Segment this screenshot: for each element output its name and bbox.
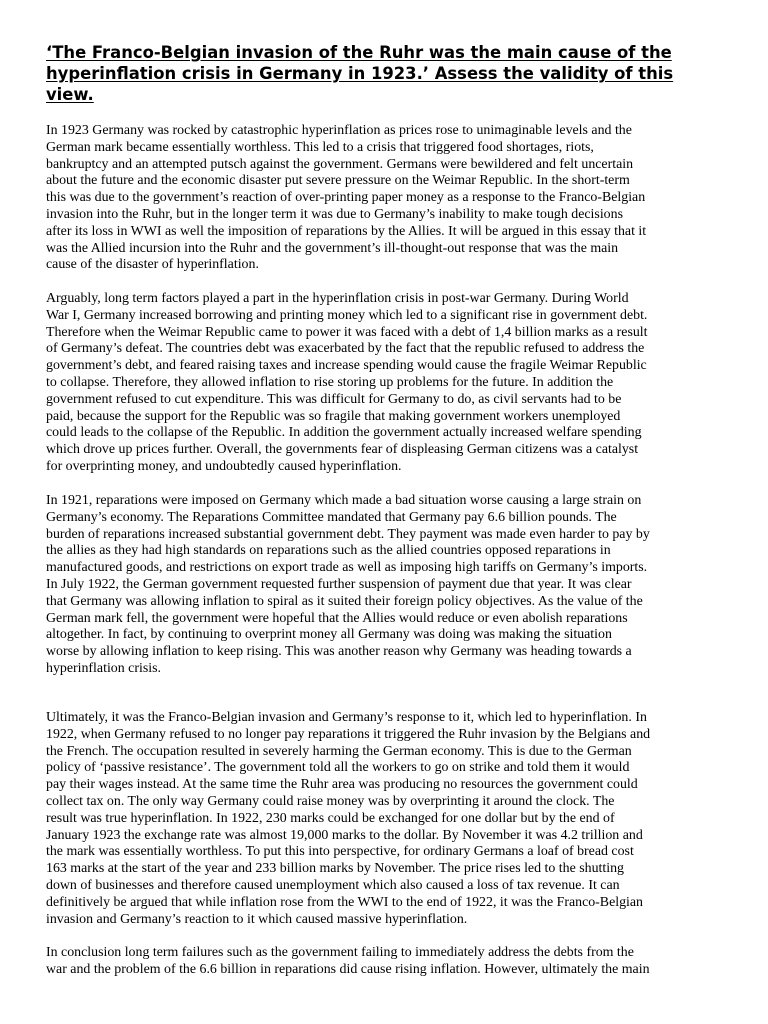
paragraph-long-term-factors: Arguably, long term factors played a part in the hyperinflation crisis in post-war Germany. During World War I, Germany increased borrowing and printing money which led to a significant rise in government debt. Therefore when the Weimar Republic came to power it was faced with a debt of 1,4 billion marks as a result of Germany’s defeat. The countries debt was exacerbated by the fact that the republic refused to address the government’s debt, and feared raising taxes and increase spending would cause the fragile Weimar Republic to collapse. Therefore, they allowed inflation to rise storing up problems for the future. In addition the government refused to cut expenditure. This was difficult for Germany to do, as civil servants had to be paid, because the support for the Republic was so fragile that making government workers unemployed could leads to the collapse of the Republic. In addition the government actually increased welfare spending which drove up prices further. Overall, the governments fear of displeasing German citizens was a catalyst for overprinting money, and undoubtedly caused hyperinflation.: [46, 291, 648, 474]
essay-title: ‘The Franco-Belgian invasion of the Ruhr was the main cause of the hyperinflation crisis in Germany in 1923.’ Assess the validity of this view.: [46, 43, 674, 104]
paragraph-introduction: In 1923 Germany was rocked by catastrophic hyperinflation as prices rose to unimaginable levels and the German mark became essentially worthless. This led to a crisis that triggered food shortages, riots, bankruptcy and an attempted putsch against the government. Germans were bewildered and felt uncertain about the future and the economic disaster put severe pressure on the Weimar Republic. In the short-term this was due to the government’s reaction of over-printing paper money as a response to the Franco-Belgian invasion into the Ruhr, but in the longer term it was due to Germany’s inability to make tough decisions after its loss in WWI as well the imposition of reparations by the Allies. It will be argued in this essay that it was the Allied incursion into the Ruhr and the government’s ill-thought-out response that was the main cause of the disaster of hyperinflation.: [46, 123, 647, 273]
paragraph-ruhr-invasion: Ultimately, it was the Franco-Belgian invasion and Germany’s response to it, which led to hyperinflation. In 1922, when Germany refused to no longer pay reparations it triggered the Ruhr invasion by the Belgians and the French. The occupation resulted in severely harming the German economy. This is due to the German policy of ‘passive resistance’. The government told all the workers to go on strike and told them it would pay their wages instead. At the same time the Ruhr area was producing no resources the government could collect tax on. The only way Germany could raise money was by overprinting it around the clock. The result was true hyperinflation. In 1922, 230 marks could be exchanged for one dollar but by the end of January 1923 the exchange rate was almost 19,000 marks to the dollar. By November it was 4.2 trillion and the mark was essentially worthless. To put this into perspective, for ordinary Germans a loaf of bread cost 163 marks at the start of the year and 233 billion marks by November. The price rises led to the shutting down of businesses and therefore caused unemployment which also caused a loss of tax revenue. It can definitively be argued that while inflation rose from the WWI to the end of 1922, it was the Franco-Belgian invasion and Germany’s reaction to it which caused massive hyperinflation.: [46, 710, 651, 927]
paragraph-reparations: In 1921, reparations were imposed on Germany which made a bad situation worse causing a large strain on Germany’s economy. The Reparations Committee mandated that Germany pay 6.6 billion pounds. The burden of reparations increased substantial government debt. They payment was made even harder to pay by the allies as they had high standards on reparations such as the allied countries opposed reparations in manufactured goods, and restrictions on export trade as well as imposing high tariffs on Germany’s imports. In July 1922, the German government requested further suspension of payment due that year. It was clear that Germany was allowing inflation to spiral as it suited their foreign policy objectives. As the value of the German mark fell, the government were hopeful that the Allies would reduce or even abolish reparations altogether. In fact, by continuing to overprint money all Germany was doing was making the situation worse by allowing inflation to keep rising. This was another reason why Germany was heading towards a hyperinflation crisis.: [46, 493, 650, 676]
paragraph-conclusion: In conclusion long term failures such as the government failing to immediately address the debts from the war and the problem of the 6.6 billion in reparations did cause rising inflation. However, ultimately the main: [46, 945, 650, 977]
